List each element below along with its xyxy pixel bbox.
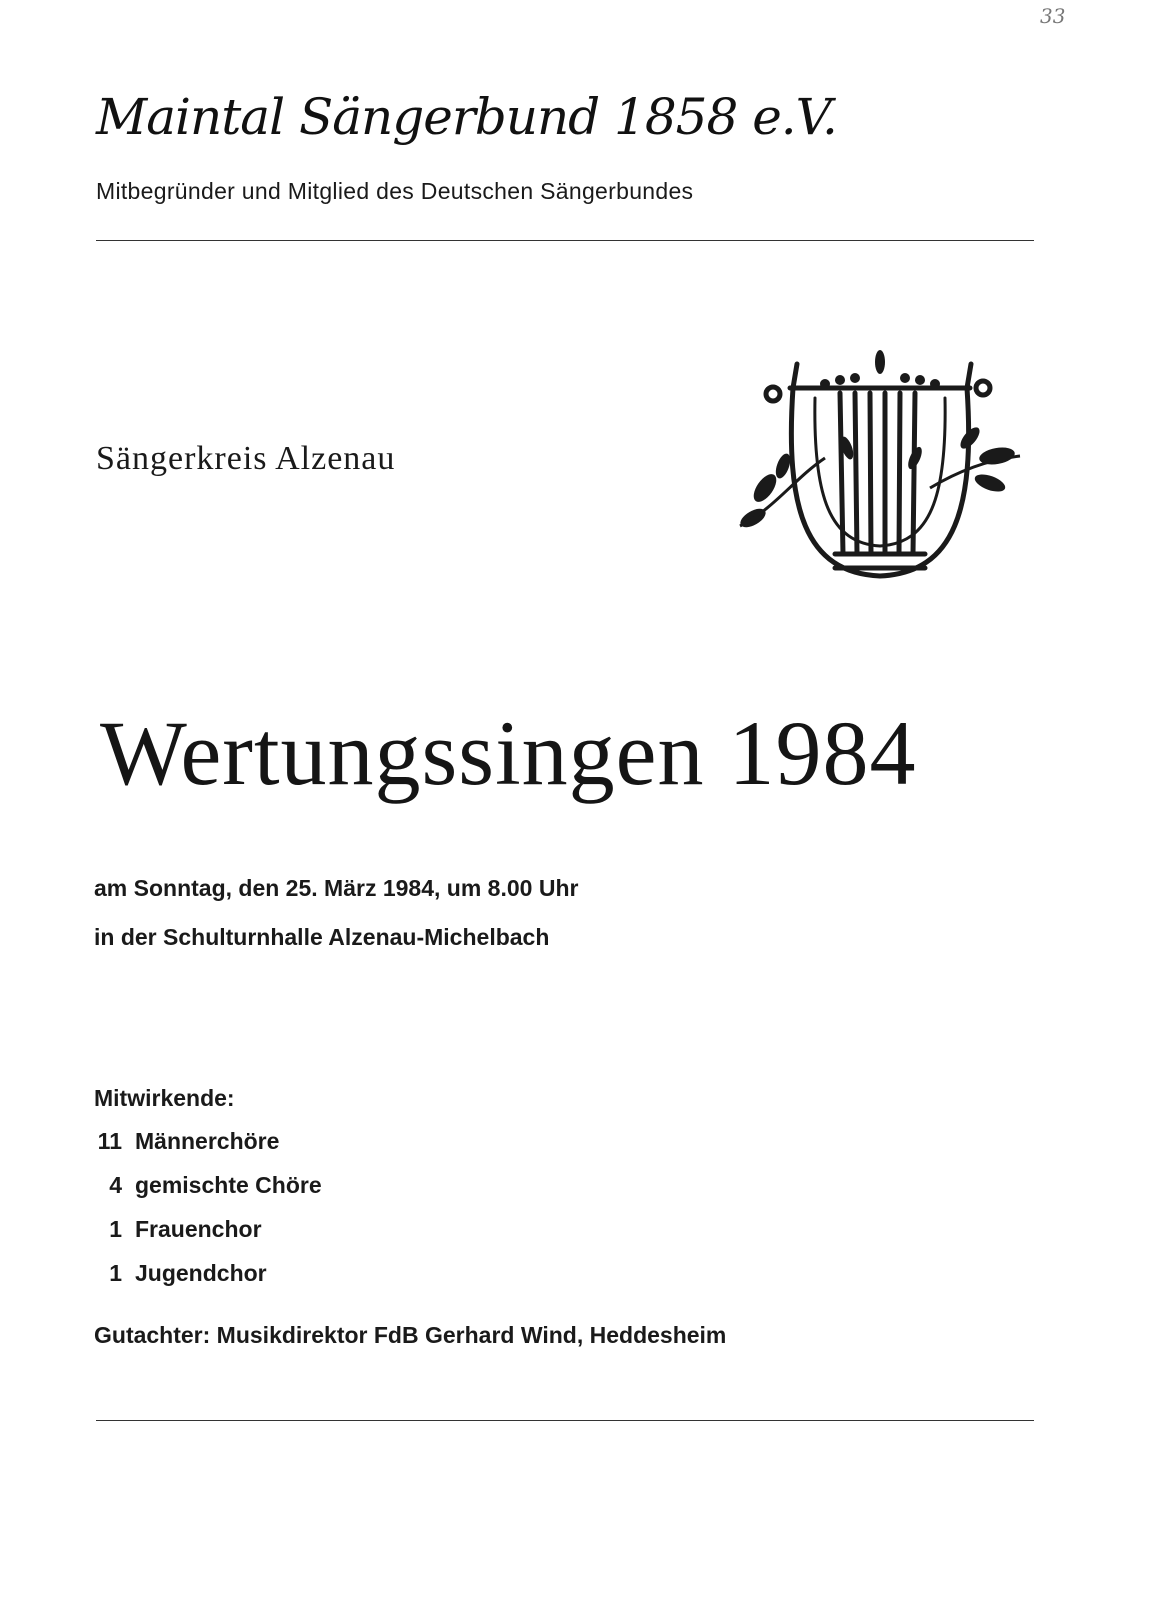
- participants-label: Mitwirkende:: [94, 1085, 235, 1111]
- bottom-divider: [96, 1420, 1034, 1421]
- choir-count: 4: [109, 1172, 122, 1198]
- event-date: am Sonntag, den 25. März 1984, um 8.00 Uhr: [94, 875, 579, 901]
- event-title: Wertungssingen 1984: [100, 702, 917, 804]
- choir-type: Männerchöre: [135, 1128, 280, 1154]
- event-venue: in der Schulturnhalle Alzenau-Michelbach: [94, 924, 550, 950]
- lyre-emblem-icon: [735, 348, 1025, 583]
- judge-line: Gutachter: Musikdirektor FdB Gerhard Wind, Heddesheim: [94, 1322, 727, 1348]
- choir-count: 11: [97, 1128, 122, 1154]
- handwritten-page-mark: 33: [1040, 4, 1066, 28]
- organization-title: Maintal Sängerbund 1858 e.V.: [96, 88, 837, 146]
- choir-type: Frauenchor: [135, 1216, 262, 1242]
- organization-subtitle: Mitbegründer und Mitglied des Deutschen Sängerbundes: [96, 178, 694, 204]
- district-name: Sängerkreis Alzenau: [96, 440, 396, 477]
- choir-count: 1: [109, 1260, 122, 1286]
- top-divider: [96, 240, 1034, 241]
- participants-list: [94, 1128, 322, 1304]
- list-item: [94, 1216, 322, 1260]
- choir-count: 1: [109, 1216, 122, 1242]
- choir-type: Jugendchor: [135, 1260, 267, 1286]
- choir-type: gemischte Chöre: [135, 1172, 322, 1198]
- list-item: [94, 1260, 322, 1304]
- list-item: [94, 1172, 322, 1216]
- list-item: [94, 1128, 322, 1172]
